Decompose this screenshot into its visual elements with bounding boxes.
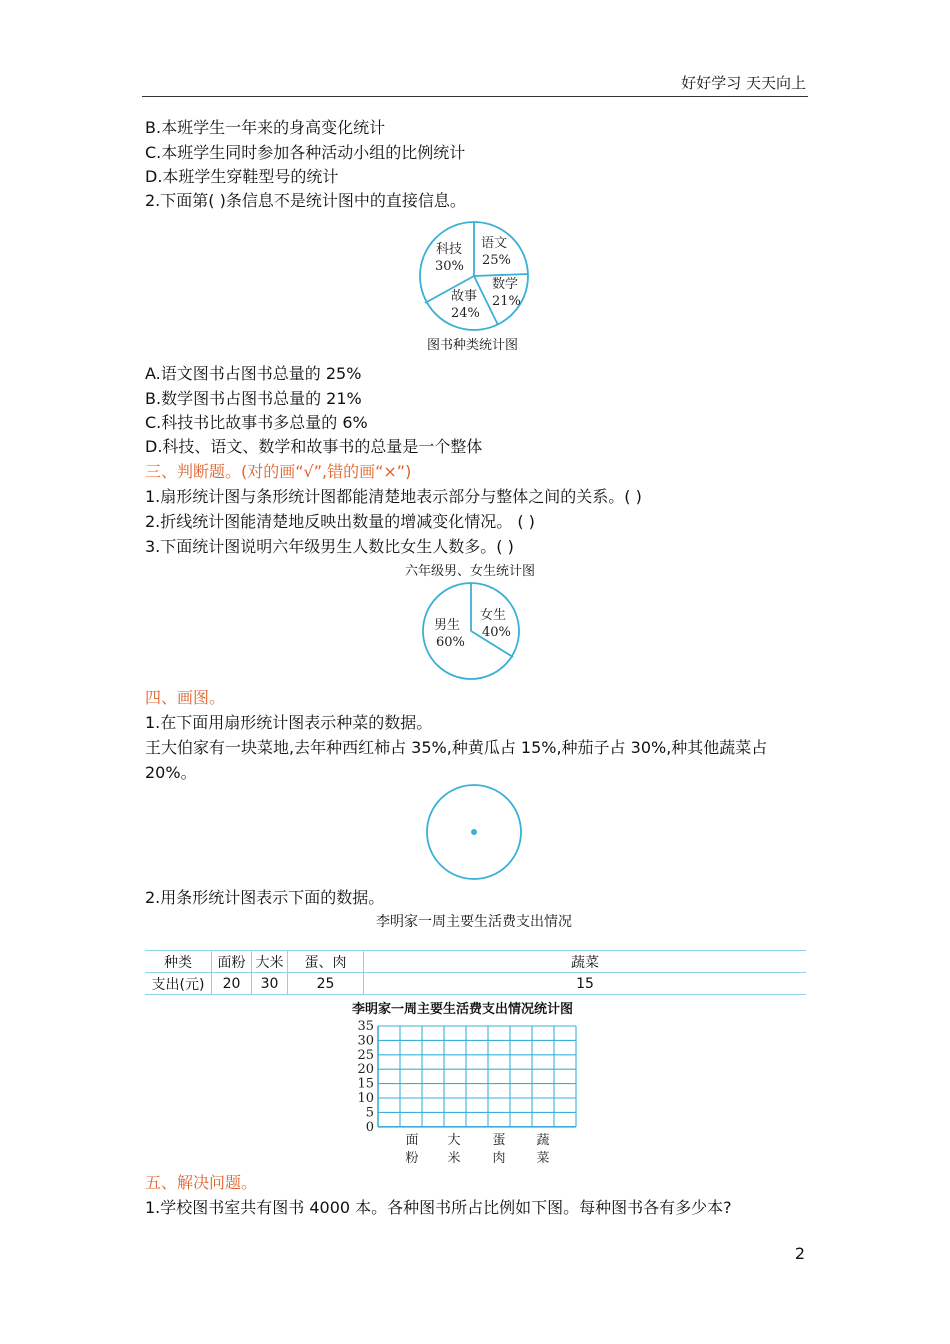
x-axis-label: 菜 bbox=[536, 1150, 550, 1166]
x-axis-label: 面 bbox=[405, 1132, 419, 1148]
table-header-cell: 蔬菜 bbox=[364, 951, 807, 973]
table-cell: 支出(元) bbox=[145, 973, 212, 995]
y-tick-label: 35 bbox=[357, 1019, 374, 1034]
q2-option-d: D.科技、语文、数学和故事书的总量是一个整体 bbox=[145, 437, 483, 456]
slice-percent-boys: 60% bbox=[436, 635, 465, 650]
table-cell: 25 bbox=[288, 973, 364, 995]
pie-divider-right bbox=[474, 274, 528, 276]
header-motto: 好好学习 天天向上 bbox=[681, 74, 806, 92]
slice-percent-chinese: 25% bbox=[482, 253, 511, 268]
section4-q1: 1.在下面用扇形统计图表示种菜的数据。 bbox=[145, 713, 433, 732]
slice-label-boys: 男生 bbox=[434, 618, 461, 633]
y-tick-label: 10 bbox=[357, 1091, 374, 1106]
q1-option-b: B.本班学生一年来的身高变化统计 bbox=[145, 118, 386, 137]
section3-item-3: 3.下面统计图说明六年级男生人数比女生人数多。( ) bbox=[145, 537, 514, 556]
slice-label-girls: 女生 bbox=[480, 608, 507, 623]
x-axis-label: 蔬 bbox=[536, 1132, 550, 1148]
q2-option-a: A.语文图书占图书总量的 25% bbox=[145, 364, 362, 383]
expense-table-title: 李明家一周主要生活费支出情况 bbox=[376, 914, 572, 930]
q2-option-c: C.科技书比故事书多总量的 6% bbox=[145, 413, 368, 432]
bar-chart-title: 李明家一周主要生活费支出情况统计图 bbox=[352, 1002, 574, 1017]
book-type-chart-caption: 图书种类统计图 bbox=[427, 338, 519, 353]
y-tick-label: 5 bbox=[365, 1105, 374, 1121]
blank-bar-chart-grid bbox=[350, 1018, 590, 1168]
section4-q2: 2.用条形统计图表示下面的数据。 bbox=[145, 888, 385, 907]
slice-label-science: 科技 bbox=[436, 242, 463, 257]
slice-percent-science: 30% bbox=[435, 259, 464, 274]
table-header-row bbox=[145, 951, 806, 973]
section5-title: 五、解决问题。 bbox=[145, 1173, 258, 1192]
book-type-pie-chart bbox=[418, 220, 532, 332]
section5-q1: 1.学校图书室共有图书 4000 本。各种图书所占比例如下图。每种图书各有多少本? bbox=[145, 1198, 732, 1217]
blank-pie-circle bbox=[424, 783, 526, 883]
y-tick-label: 30 bbox=[357, 1033, 374, 1049]
chart-grid bbox=[378, 1026, 576, 1127]
x-axis-label: 米 bbox=[447, 1150, 461, 1166]
section4-q1-text-line2: 20%。 bbox=[145, 763, 197, 782]
section3-title: 三、判断题。(对的画“√”,错的画“×”) bbox=[145, 462, 412, 481]
section3-item-2: 2.折线统计图能清楚地反映出数量的增减变化情况。 ( ) bbox=[145, 512, 535, 531]
slice-label-math: 数学 bbox=[492, 277, 519, 292]
q2-option-b: B.数学图书占图书总量的 21% bbox=[145, 389, 362, 408]
page-number: 2 bbox=[794, 1244, 805, 1263]
slice-percent-story: 24% bbox=[451, 306, 480, 321]
x-axis-labels bbox=[405, 1132, 549, 1166]
y-axis-ticks bbox=[357, 1019, 374, 1135]
table-header-cell: 种类 bbox=[145, 951, 212, 973]
slice-label-chinese: 语文 bbox=[481, 236, 508, 251]
gender-chart-title: 六年级男、女生统计图 bbox=[405, 564, 536, 579]
y-tick-label: 15 bbox=[357, 1076, 374, 1092]
x-axis-label: 粉 bbox=[405, 1150, 419, 1166]
x-axis-label: 大 bbox=[447, 1132, 461, 1148]
y-tick-label: 25 bbox=[357, 1047, 374, 1063]
q1-option-c: C.本班学生同时参加各种活动小组的比例统计 bbox=[145, 143, 466, 162]
slice-label-story: 故事 bbox=[451, 289, 478, 304]
expense-table bbox=[145, 950, 806, 995]
table-cell: 15 bbox=[364, 973, 807, 995]
slice-percent-girls: 40% bbox=[482, 625, 511, 640]
y-tick-label: 20 bbox=[357, 1062, 374, 1078]
table-cell: 30 bbox=[252, 973, 288, 995]
table-header-cell: 面粉 bbox=[212, 951, 252, 973]
x-axis-label: 蛋 bbox=[492, 1132, 506, 1148]
circle-center-dot bbox=[471, 829, 477, 835]
table-header-cell: 蛋、肉 bbox=[288, 951, 364, 973]
header-divider bbox=[142, 96, 808, 97]
x-axis-label: 肉 bbox=[492, 1150, 506, 1166]
table-header-cell: 大米 bbox=[252, 951, 288, 973]
q1-option-d: D.本班学生穿鞋型号的统计 bbox=[145, 167, 339, 186]
section4-q1-text-line1: 王大伯家有一块菜地,去年种西红柿占 35%,种黄瓜占 15%,种茄子占 30%,种其他蔬菜占 bbox=[145, 738, 768, 757]
q2-stem: 2.下面第( )条信息不是统计图中的直接信息。 bbox=[145, 191, 466, 210]
table-cell: 20 bbox=[212, 973, 252, 995]
table-row bbox=[145, 973, 806, 995]
section3-item-1: 1.扇形统计图与条形统计图都能清楚地表示部分与整体之间的关系。( ) bbox=[145, 487, 642, 506]
section4-title: 四、画图。 bbox=[145, 688, 226, 707]
slice-percent-math: 21% bbox=[492, 294, 521, 309]
gender-pie-chart bbox=[420, 582, 524, 682]
y-tick-label: 0 bbox=[365, 1119, 374, 1135]
